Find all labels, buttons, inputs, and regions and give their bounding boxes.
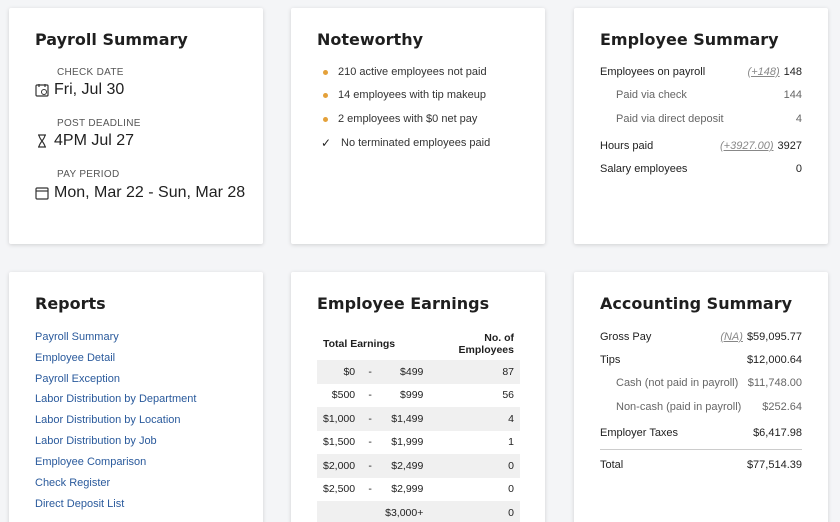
reports-card bbox=[9, 272, 263, 522]
employee-earnings-card bbox=[291, 272, 545, 522]
earnings-row bbox=[317, 454, 520, 478]
gross-pay-row: Gross Pay (NA) $59,095.77 bbox=[600, 331, 802, 343]
employee-summary-card bbox=[574, 8, 828, 244]
earnings-cell-dash: - bbox=[361, 454, 379, 478]
earnings-cell-lo: $2,500 bbox=[323, 483, 356, 496]
report-link-check-register[interactable]: Check Register bbox=[35, 477, 111, 489]
noteworthy-item: 210 active employees not paid bbox=[321, 66, 487, 78]
earnings-cell-count: 87 bbox=[429, 360, 520, 384]
earnings-cell-lo: $1,500 bbox=[323, 436, 356, 449]
employees-on-payroll-row: Employees on payroll (+148) 148 bbox=[600, 66, 802, 78]
total-row: Total $77,514.39 bbox=[600, 459, 802, 471]
on-payroll-note: (+148) bbox=[747, 66, 780, 78]
bullet-dot-icon bbox=[323, 70, 328, 75]
employee-earnings-title: Employee Earnings bbox=[317, 294, 490, 313]
hourglass-icon bbox=[35, 134, 49, 148]
report-link-payroll-summary[interactable]: Payroll Summary bbox=[35, 331, 119, 343]
check-date-label: CHECK DATE bbox=[57, 67, 124, 78]
earnings-cell-dash: - bbox=[361, 407, 379, 431]
employer-taxes-row: Employer Taxes $6,417.98 bbox=[600, 427, 802, 439]
earnings-cell-lo bbox=[317, 501, 361, 522]
gross-pay-note: (NA) bbox=[720, 331, 743, 343]
noteworthy-item: ✓ No terminated employees paid bbox=[321, 136, 491, 150]
earnings-cell-hi: $1,999 bbox=[391, 436, 424, 449]
accounting-summary-card bbox=[574, 272, 828, 522]
earnings-cell-lo: $2,000 bbox=[317, 454, 361, 478]
salary-employees-row: Salary employees 0 bbox=[600, 163, 802, 175]
employee-summary-title: Employee Summary bbox=[600, 30, 779, 49]
earnings-cell-hi: $999 bbox=[400, 389, 424, 402]
report-link-payroll-exception[interactable]: Payroll Exception bbox=[35, 373, 120, 385]
earnings-row bbox=[317, 384, 520, 408]
earnings-cell-dash: - bbox=[368, 436, 372, 449]
noteworthy-card bbox=[291, 8, 545, 244]
earnings-cell-hi: $2,499 bbox=[379, 454, 429, 478]
earnings-cell-hi: $3,000+ bbox=[379, 501, 429, 522]
earnings-cell-lo: $500 bbox=[331, 389, 356, 402]
tips-row: Tips $12,000.64 bbox=[600, 354, 802, 366]
pay-period-value: Mon, Mar 22 - Sun, Mar 28 bbox=[54, 184, 246, 201]
earnings-cell-lo: $0 bbox=[317, 360, 361, 384]
payroll-summary-card bbox=[9, 8, 263, 244]
earnings-row bbox=[317, 501, 520, 522]
earnings-cell-count: 56 bbox=[502, 389, 514, 402]
accounting-summary-title: Accounting Summary bbox=[600, 294, 793, 313]
paid-via-direct-deposit-row: Paid via direct deposit 4 bbox=[616, 113, 802, 125]
earnings-cell-hi: $499 bbox=[379, 360, 429, 384]
earnings-cell-count: 4 bbox=[429, 407, 520, 431]
report-link-labor-by-job[interactable]: Labor Distribution by Job bbox=[35, 435, 157, 447]
payroll-summary-title: Payroll Summary bbox=[35, 30, 188, 49]
report-link-labor-by-location[interactable]: Labor Distribution by Location bbox=[35, 414, 181, 426]
noncash-tips-row: Non-cash (paid in payroll) $252.64 bbox=[616, 401, 802, 413]
col-number-of-employees: No. of Employees bbox=[458, 332, 514, 356]
earnings-cell-count: 1 bbox=[508, 436, 514, 449]
earnings-cell-count: 0 bbox=[508, 483, 514, 496]
earnings-table bbox=[317, 328, 520, 522]
earnings-cell-hi: $2,999 bbox=[391, 483, 424, 496]
earnings-cell-dash: - bbox=[368, 389, 372, 402]
hours-note: (+3927.00) bbox=[720, 140, 774, 152]
total-divider bbox=[600, 449, 802, 450]
noteworthy-item: 14 employees with tip makeup bbox=[321, 89, 486, 101]
paid-via-check-row: Paid via check 144 bbox=[616, 89, 802, 101]
earnings-cell-count: 0 bbox=[429, 454, 520, 478]
check-date bbox=[35, 81, 124, 99]
check-calendar-icon bbox=[35, 83, 49, 97]
earnings-row bbox=[317, 407, 520, 431]
noteworthy-item: 2 employees with $0 net pay bbox=[321, 113, 477, 125]
bullet-dot-icon bbox=[323, 117, 328, 122]
earnings-row bbox=[317, 431, 520, 455]
reports-title: Reports bbox=[35, 294, 106, 313]
col-total-earnings: Total Earnings bbox=[323, 338, 396, 350]
report-link-employee-comparison[interactable]: Employee Comparison bbox=[35, 456, 147, 468]
earnings-row bbox=[317, 360, 520, 384]
post-deadline-label: POST DEADLINE bbox=[57, 118, 141, 129]
report-link-labor-by-department[interactable]: Labor Distribution by Department bbox=[35, 393, 197, 405]
pay-period-label: PAY PERIOD bbox=[57, 169, 120, 180]
calendar-icon bbox=[35, 186, 49, 200]
report-link-employee-detail[interactable]: Employee Detail bbox=[35, 352, 116, 364]
earnings-cell-dash bbox=[361, 501, 379, 522]
earnings-cell-dash: - bbox=[361, 360, 379, 384]
bullet-dot-icon bbox=[323, 93, 328, 98]
post-deadline bbox=[35, 132, 134, 150]
checkmark-icon: ✓ bbox=[321, 136, 332, 150]
earnings-cell-dash: - bbox=[368, 483, 372, 496]
earnings-cell-hi: $1,499 bbox=[379, 407, 429, 431]
report-link-direct-deposit-list[interactable]: Direct Deposit List bbox=[35, 498, 125, 510]
cash-tips-row: Cash (not paid in payroll) $11,748.00 bbox=[616, 377, 802, 389]
hours-paid-row: Hours paid (+3927.00) 3927 bbox=[600, 140, 802, 152]
earnings-cell-count: 0 bbox=[429, 501, 520, 522]
earnings-cell-lo: $1,000 bbox=[317, 407, 361, 431]
earnings-row bbox=[317, 478, 520, 502]
pay-period bbox=[35, 184, 245, 202]
check-date-value: Fri, Jul 30 bbox=[54, 81, 125, 98]
post-deadline-value: 4PM Jul 27 bbox=[54, 132, 135, 149]
noteworthy-title: Noteworthy bbox=[317, 30, 424, 49]
